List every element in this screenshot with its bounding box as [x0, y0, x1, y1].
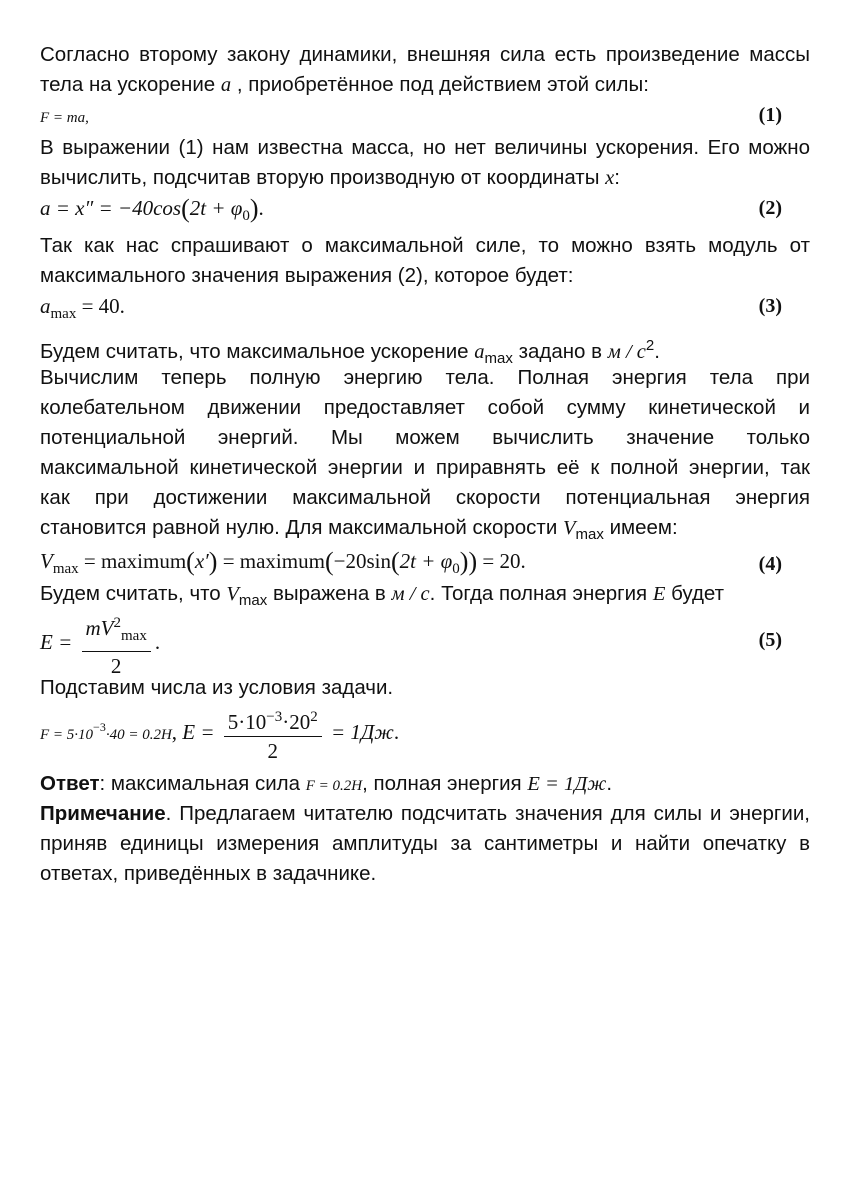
- paragraph-line: В выражении (1) нам известна масса, но нет величины ускорения. Его можно: [40, 136, 810, 159]
- paragraph-line: Согласно второму закону динамики, внешняя сила есть произведение массы: [40, 43, 810, 66]
- equation-number: (5): [758, 629, 782, 652]
- note-line: приняв единицы измерения амплитуды за сантиметры и найти опечатку в: [40, 832, 810, 856]
- equation-3: $a_{max} = 40$. (3): [40, 291, 810, 329]
- note-line: ответах, приведённых в задачнике.: [40, 862, 377, 886]
- paragraph-line: колебательном движении предоставляет собой сумму кинетической и: [40, 396, 810, 420]
- answer-line: Ответ: максимальная сила F = 0.2H, полная энергия E = 1Дж.: [40, 772, 613, 796]
- paragraph-line: Будем считать, что максимальное ускорение $a_{max}$ задано в м / $с^2$.: [40, 337, 660, 368]
- paragraph-line: максимального значения выражения (2), которое будет:: [40, 264, 574, 288]
- paragraph-line: максимальной кинетической энергии и приравнять её к полной энергии, так: [40, 456, 810, 480]
- fraction: $\frac{5\cdot 10^{-3}\cdot 20^2}{2}$: [224, 703, 322, 765]
- paragraph-line: как при достижении максимальной скорости потенциальная энергия: [40, 486, 810, 510]
- note-line: Примечание. Предлагаем читателю подсчитать значения для силы и энергии,: [40, 802, 810, 826]
- paragraph-line: Будем считать, что $V_{max}$ выражена в м / с. Тогда полная энергия E будет: [40, 582, 725, 610]
- equation-2: $a = x'' = -40\cos(2t + \varphi_0)$. (2): [40, 194, 782, 225]
- paragraph-line: Так как нас спрашивают о максимальной силе, то можно взять модуль от: [40, 234, 810, 258]
- equation-number: (4): [758, 553, 782, 576]
- equation-number: (3): [758, 295, 782, 318]
- equation-1: F = ma, (1): [40, 100, 810, 133]
- fraction: $\frac{mV^2_{max}}{2}$: [82, 609, 151, 679]
- paragraph-line: тела на ускорение a , приобретённое под действием этой силы:: [40, 73, 649, 96]
- equation-number: (1): [758, 104, 782, 126]
- paragraph-line: Вычислим теперь полную энергию тела. Полная энергия тела при: [40, 366, 810, 390]
- equation-6: $F = 5\cdot 10^{-3}\cdot 40 = 0.2H$, E = $\frac{5\cdot 10^{-3}\cdot 20^2}{2}$ = 1Дж.: [40, 703, 810, 769]
- paragraph-line: Подставим числа из условия задачи.: [40, 676, 394, 700]
- equation-4: $V_{max}$ = maximum(x′) = maximum(−20sin(2t + $\varphi_0)) = 20$. (4): [40, 543, 810, 579]
- document-page: [40, 40, 810, 889]
- paragraph-line: становится равной нулю. Для максимальной скорости $V_{max}$ имеем:: [40, 516, 678, 544]
- paragraph-line: потенциальной энергий. Мы можем вычислить значение только: [40, 426, 810, 450]
- equation-number: (2): [758, 197, 782, 219]
- paragraph-line: вычислить, подсчитав вторую производную от координаты x:: [40, 166, 620, 189]
- equation-5: E = $\frac{mV^2_{max}}{2}$ . (5): [40, 609, 810, 673]
